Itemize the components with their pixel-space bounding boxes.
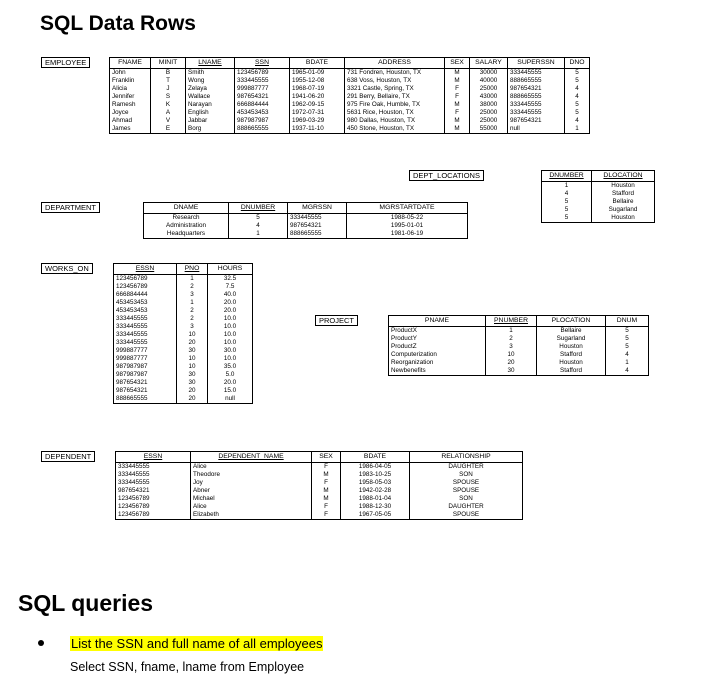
table-cell: Administration (144, 222, 229, 230)
bullet-icon (38, 640, 44, 646)
table-cell: DAUGHTER (410, 503, 523, 511)
table-cell: 2 (177, 307, 208, 315)
table-row (116, 503, 523, 511)
table-cell: ProductZ (389, 343, 486, 351)
table-row (389, 327, 649, 336)
column-header: DNUMBER (542, 171, 592, 182)
table-cell: 10.0 (208, 315, 253, 323)
dept-locations-table (541, 170, 655, 223)
table-cell: 10 (177, 355, 208, 363)
table-row (389, 359, 649, 367)
table-row (144, 222, 468, 230)
table-cell: Newbenefits (389, 367, 486, 376)
table-cell: 2 (486, 335, 537, 343)
table-row (389, 367, 649, 376)
table-row (114, 291, 253, 299)
table-cell: Elizabeth (191, 511, 312, 520)
table-cell: 10 (486, 351, 537, 359)
table-row (144, 214, 468, 223)
table-cell: Stafford (537, 367, 606, 376)
table-cell: 5 (606, 343, 649, 351)
table-cell: 987987987 (114, 371, 177, 379)
table-cell: 10.0 (208, 355, 253, 363)
table-cell: John (110, 69, 151, 78)
column-header: HOURS (208, 264, 253, 275)
table-cell: 1983-10-25 (341, 471, 410, 479)
table-cell: 333445555 (114, 331, 177, 339)
table-cell: Theodore (191, 471, 312, 479)
table-cell: 999887777 (114, 355, 177, 363)
dept-locations-label: DEPT_LOCATIONS (409, 170, 484, 181)
column-header: SUPERSSN (508, 58, 565, 69)
table-cell: 4 (565, 93, 590, 101)
table-row (110, 125, 590, 134)
table-cell: 15.0 (208, 387, 253, 395)
table-cell: 987654321 (235, 93, 290, 101)
table-cell: 987654321 (116, 487, 191, 495)
column-header: ADDRESS (345, 58, 445, 69)
column-header: DNO (565, 58, 590, 69)
table-cell: Bellaire (537, 327, 606, 336)
table-cell: 987987987 (114, 363, 177, 371)
column-header: SEX (445, 58, 470, 69)
table-cell: 10 (177, 363, 208, 371)
table-row (114, 331, 253, 339)
column-header: BDATE (341, 452, 410, 463)
table-cell: 987654321 (114, 379, 177, 387)
table-row (116, 479, 523, 487)
table-cell: 3 (177, 291, 208, 299)
works-on-label: WORKS_ON (41, 263, 93, 274)
table-cell: 1988-01-04 (341, 495, 410, 503)
table-cell: 5 (565, 109, 590, 117)
works-on-table (113, 263, 253, 404)
table-cell: 25000 (470, 85, 508, 93)
table-row (114, 299, 253, 307)
column-header: DNAME (144, 203, 229, 214)
table-row (542, 182, 655, 191)
column-header: PNO (177, 264, 208, 275)
table-cell: Computerization (389, 351, 486, 359)
table-cell: 5 (542, 198, 592, 206)
table-row (116, 495, 523, 503)
table-cell: 123456789 (114, 275, 177, 284)
table-cell: 3321 Castle, Spring, TX (345, 85, 445, 93)
table-cell: 5631 Rice, Houston, TX (345, 109, 445, 117)
table-row (542, 198, 655, 206)
table-cell: 1988-12-30 (341, 503, 410, 511)
heading-sql-data-rows: SQL Data Rows (40, 12, 196, 35)
table-cell: M (312, 487, 341, 495)
table-cell: 333445555 (235, 77, 290, 85)
table-cell: 5 (565, 77, 590, 85)
dependent-table (115, 451, 523, 520)
table-cell: 1 (229, 230, 288, 239)
table-cell: 5 (542, 206, 592, 214)
table-cell: 291 Berry, Bellaire, TX (345, 93, 445, 101)
table-cell: null (508, 125, 565, 134)
column-header: SEX (312, 452, 341, 463)
column-header: ESSN (116, 452, 191, 463)
table-row (114, 315, 253, 323)
project-label: PROJECT (315, 315, 358, 326)
table-cell: 10.0 (208, 323, 253, 331)
table-cell: 1 (565, 125, 590, 134)
table-cell: Headquarters (144, 230, 229, 239)
table-cell: 4 (229, 222, 288, 230)
table-cell: A (151, 109, 186, 117)
table-cell: 333445555 (114, 323, 177, 331)
table-cell: 999887777 (114, 347, 177, 355)
table-cell: 10.0 (208, 339, 253, 347)
table-cell: 1 (486, 327, 537, 336)
table-cell: SON (410, 471, 523, 479)
table-cell: Franklin (110, 77, 151, 85)
table-cell: 5 (565, 101, 590, 109)
column-header: PNAME (389, 316, 486, 327)
table-cell: 888665555 (235, 125, 290, 134)
table-cell: F (312, 503, 341, 511)
table-cell: Sugarland (537, 335, 606, 343)
table-cell: 333445555 (508, 101, 565, 109)
employee-table (109, 57, 590, 134)
table-cell: Joy (191, 479, 312, 487)
table-row (116, 511, 523, 520)
column-header: PNUMBER (486, 316, 537, 327)
table-cell: 1967-05-05 (341, 511, 410, 520)
table-cell: Zelaya (186, 85, 235, 93)
table-cell: 975 Fire Oak, Humble, TX (345, 101, 445, 109)
table-cell: 123456789 (116, 495, 191, 503)
table-cell: 1937-11-10 (290, 125, 345, 134)
column-header: RELATIONSHIP (410, 452, 523, 463)
table-cell: 1955-12-08 (290, 77, 345, 85)
table-cell: 666884444 (235, 101, 290, 109)
table-cell: 731 Fondren, Houston, TX (345, 69, 445, 78)
table-cell: 30 (177, 371, 208, 379)
table-cell: 35.0 (208, 363, 253, 371)
table-cell: SPOUSE (410, 487, 523, 495)
table-cell: 1 (606, 359, 649, 367)
table-cell: 987654321 (288, 222, 347, 230)
table-row (114, 355, 253, 363)
table-cell: James (110, 125, 151, 134)
table-row (114, 379, 253, 387)
table-cell: null (208, 395, 253, 404)
table-cell: M (312, 471, 341, 479)
table-cell: 3 (486, 343, 537, 351)
table-row (114, 323, 253, 331)
table-cell: 1965-01-09 (290, 69, 345, 78)
column-header: MGRSTARTDATE (347, 203, 468, 214)
table-row (114, 339, 253, 347)
table-row (110, 77, 590, 85)
table-cell: 453453453 (235, 109, 290, 117)
column-header: MGRSSN (288, 203, 347, 214)
table-cell: 10 (177, 331, 208, 339)
table-cell: M (312, 495, 341, 503)
table-cell: 4 (565, 85, 590, 93)
table-row (114, 387, 253, 395)
table-cell: 333445555 (116, 463, 191, 472)
table-cell: 1 (542, 182, 592, 191)
table-cell: 333445555 (114, 315, 177, 323)
column-header: SALARY (470, 58, 508, 69)
table-cell: 453453453 (114, 307, 177, 315)
employee-label: EMPLOYEE (41, 57, 90, 68)
table-cell: 888665555 (114, 395, 177, 404)
table-row (110, 85, 590, 93)
table-cell: 666884444 (114, 291, 177, 299)
table-cell: Sugarland (592, 206, 655, 214)
table-cell: 5 (606, 335, 649, 343)
table-row (110, 109, 590, 117)
table-cell: 2 (177, 315, 208, 323)
table-cell: 333445555 (114, 339, 177, 347)
table-cell: 43000 (470, 93, 508, 101)
table-cell: 20 (177, 339, 208, 347)
table-cell: 40000 (470, 77, 508, 85)
table-cell: 987654321 (114, 387, 177, 395)
table-cell: E (151, 125, 186, 134)
table-cell: Houston (592, 182, 655, 191)
table-cell: Alicia (110, 85, 151, 93)
table-cell: 38000 (470, 101, 508, 109)
column-header: FNAME (110, 58, 151, 69)
table-cell: Houston (537, 343, 606, 351)
column-header: SSN (235, 58, 290, 69)
table-cell: 25000 (470, 109, 508, 117)
table-cell: 123456789 (116, 511, 191, 520)
table-row (116, 487, 523, 495)
table-cell: 5 (229, 214, 288, 223)
table-cell: 333445555 (116, 479, 191, 487)
table-cell: 888665555 (288, 230, 347, 239)
table-row (144, 230, 468, 239)
table-cell: Abner (191, 487, 312, 495)
table-cell: 1988-05-22 (347, 214, 468, 223)
table-cell: DAUGHTER (410, 463, 523, 472)
table-cell: Reorganization (389, 359, 486, 367)
table-cell: K (151, 101, 186, 109)
table-cell: M (445, 125, 470, 134)
table-cell: 30 (177, 347, 208, 355)
table-row (114, 363, 253, 371)
table-cell: 40.0 (208, 291, 253, 299)
table-cell: 20 (177, 395, 208, 404)
table-cell: 5 (565, 69, 590, 78)
table-row (116, 463, 523, 472)
table-cell: 987654321 (508, 117, 565, 125)
table-cell: 1981-06-19 (347, 230, 468, 239)
table-cell: Wong (186, 77, 235, 85)
table-cell: 1 (177, 275, 208, 284)
table-row (114, 275, 253, 284)
table-cell: 1986-04-05 (341, 463, 410, 472)
table-cell: Ahmad (110, 117, 151, 125)
table-cell: 4 (542, 190, 592, 198)
table-cell: Houston (592, 214, 655, 223)
table-cell: 25000 (470, 117, 508, 125)
dependent-label: DEPENDENT (41, 451, 95, 462)
column-header: DNUM (606, 316, 649, 327)
column-header: DLOCATION (592, 171, 655, 182)
table-cell: M (445, 69, 470, 78)
table-cell: SPOUSE (410, 479, 523, 487)
table-row (116, 471, 523, 479)
table-cell: 1968-07-19 (290, 85, 345, 93)
table-row (110, 117, 590, 125)
table-cell: M (445, 117, 470, 125)
table-cell: 3 (177, 323, 208, 331)
table-cell: 4 (606, 351, 649, 359)
table-cell: 4 (606, 367, 649, 376)
table-row (389, 343, 649, 351)
table-cell: 123456789 (114, 283, 177, 291)
table-cell: 7.5 (208, 283, 253, 291)
table-cell: English (186, 109, 235, 117)
table-cell: Houston (537, 359, 606, 367)
table-cell: 32.5 (208, 275, 253, 284)
table-cell: 20.0 (208, 379, 253, 387)
table-row (114, 307, 253, 315)
table-cell: 123456789 (116, 503, 191, 511)
table-cell: 333445555 (508, 109, 565, 117)
table-cell: 999887777 (235, 85, 290, 93)
department-table (143, 202, 468, 239)
table-cell: 1962-09-15 (290, 101, 345, 109)
table-row (114, 395, 253, 404)
table-cell: 987987987 (235, 117, 290, 125)
table-cell: 123456789 (235, 69, 290, 78)
table-row (114, 283, 253, 291)
table-cell: 5 (542, 214, 592, 223)
table-row (542, 214, 655, 223)
table-cell: 450 Stone, Houston, TX (345, 125, 445, 134)
table-cell: F (312, 463, 341, 472)
sql-query-text: Select SSN, fname, lname from Employee (70, 660, 305, 674)
table-cell: Ramesh (110, 101, 151, 109)
table-cell: J (151, 85, 186, 93)
table-row (110, 101, 590, 109)
table-cell: Borg (186, 125, 235, 134)
column-header: PLOCATION (537, 316, 606, 327)
table-cell: F (445, 109, 470, 117)
table-cell: Narayan (186, 101, 235, 109)
table-cell: Joyce (110, 109, 151, 117)
table-cell: 30.0 (208, 347, 253, 355)
table-cell: 333445555 (508, 69, 565, 78)
query-description: List the SSN and full name of all employees (71, 636, 323, 651)
table-cell: 1995-01-01 (347, 222, 468, 230)
table-cell: 20 (486, 359, 537, 367)
table-row (542, 206, 655, 214)
table-cell: Stafford (592, 190, 655, 198)
table-cell: Smith (186, 69, 235, 78)
table-cell: 4 (565, 117, 590, 125)
table-row (114, 371, 253, 379)
table-cell: 1942-02-28 (341, 487, 410, 495)
table-cell: 333445555 (116, 471, 191, 479)
column-header: DNUMBER (229, 203, 288, 214)
table-cell: 5 (606, 327, 649, 336)
table-cell: 20.0 (208, 307, 253, 315)
table-cell: 30000 (470, 69, 508, 78)
table-cell: 453453453 (114, 299, 177, 307)
column-header: BDATE (290, 58, 345, 69)
table-cell: 2 (177, 283, 208, 291)
project-table (388, 315, 649, 376)
table-cell: 55000 (470, 125, 508, 134)
table-cell: S (151, 93, 186, 101)
table-row (110, 69, 590, 78)
table-cell: Jennifer (110, 93, 151, 101)
table-cell: Alice (191, 463, 312, 472)
table-cell: 1958-05-03 (341, 479, 410, 487)
table-cell: Alice (191, 503, 312, 511)
table-cell: ProductY (389, 335, 486, 343)
table-cell: 888665555 (508, 93, 565, 101)
table-cell: 987654321 (508, 85, 565, 93)
table-cell: M (445, 101, 470, 109)
column-header: ESSN (114, 264, 177, 275)
table-cell: SPOUSE (410, 511, 523, 520)
table-cell: Bellaire (592, 198, 655, 206)
table-cell: B (151, 69, 186, 78)
table-row (110, 93, 590, 101)
table-cell: 5.0 (208, 371, 253, 379)
table-cell: 1969-03-29 (290, 117, 345, 125)
column-header: LNAME (186, 58, 235, 69)
table-cell: Research (144, 214, 229, 223)
table-cell: 1 (177, 299, 208, 307)
table-row (542, 190, 655, 198)
table-cell: 10.0 (208, 331, 253, 339)
table-row (389, 351, 649, 359)
heading-sql-queries: SQL queries (18, 590, 154, 616)
table-cell: 638 Voss, Houston, TX (345, 77, 445, 85)
table-cell: 1972-07-31 (290, 109, 345, 117)
column-header: DEPENDENT_NAME (191, 452, 312, 463)
table-cell: SON (410, 495, 523, 503)
table-cell: F (445, 85, 470, 93)
department-label: DEPARTMENT (41, 202, 100, 213)
table-cell: F (445, 93, 470, 101)
table-cell: F (312, 479, 341, 487)
table-cell: F (312, 511, 341, 520)
table-cell: 30 (177, 379, 208, 387)
table-cell: 980 Dallas, Houston, TX (345, 117, 445, 125)
table-cell: T (151, 77, 186, 85)
table-row (389, 335, 649, 343)
table-cell: 1941-06-20 (290, 93, 345, 101)
table-cell: 20 (177, 387, 208, 395)
table-cell: ProductX (389, 327, 486, 336)
table-cell: Jabbar (186, 117, 235, 125)
table-cell: Michael (191, 495, 312, 503)
table-cell: 888665555 (508, 77, 565, 85)
table-cell: V (151, 117, 186, 125)
table-cell: Stafford (537, 351, 606, 359)
table-row (114, 347, 253, 355)
table-cell: Wallace (186, 93, 235, 101)
table-cell: 333445555 (288, 214, 347, 223)
column-header: MINIT (151, 58, 186, 69)
table-cell: 30 (486, 367, 537, 376)
table-cell: M (445, 77, 470, 85)
table-cell: 20.0 (208, 299, 253, 307)
